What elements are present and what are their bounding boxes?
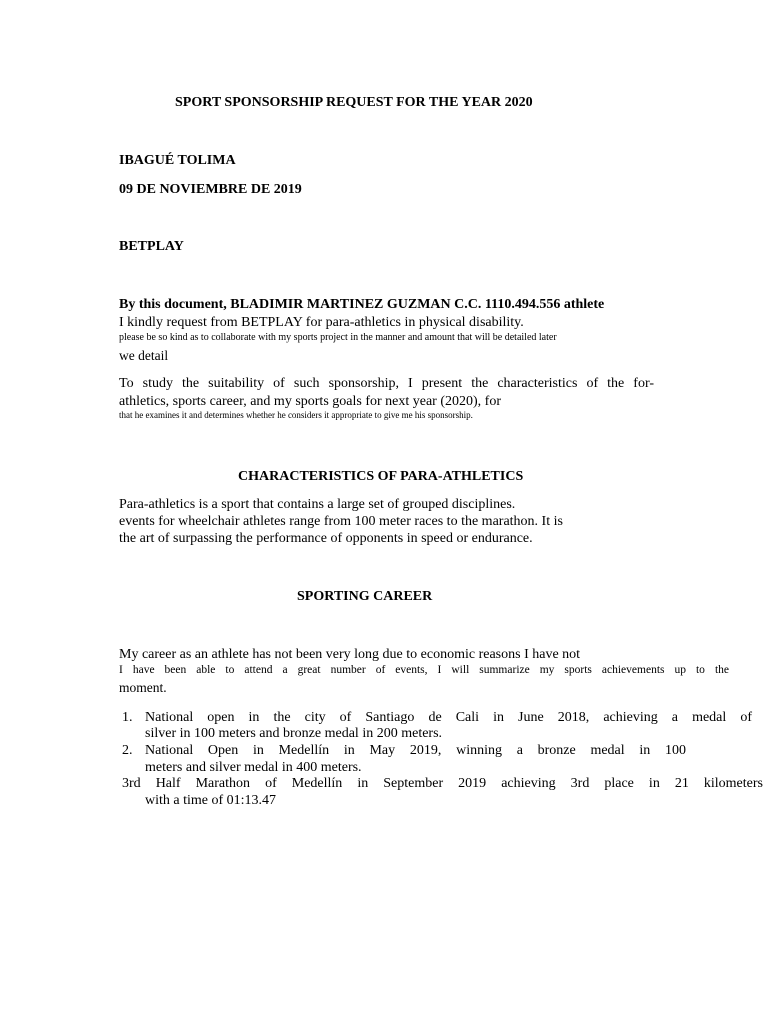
list-item-number: 2.: [122, 743, 133, 758]
list-item-line-1: National Open in Medellín in May 2019, winning a bronze medal in 100: [145, 743, 686, 758]
list-item-line-2: meters and silver medal in 400 meters.: [145, 760, 362, 775]
list-item-line-2: with a time of 01:13.47: [145, 793, 277, 808]
career-heading: SPORTING CAREER: [297, 589, 433, 604]
list-item-number: 1.: [122, 710, 133, 725]
characteristics-line-2: events for wheelchair athletes range from 100 meter races to the marathon. It is: [119, 514, 563, 529]
characteristics-line-1: Para-athletics is a sport that contains a large set of grouped disciplines.: [119, 497, 516, 512]
suitability-line-1: To study the suitability of such sponsorship, I present the characteristics of the for-: [119, 376, 654, 391]
intro-line-3: please be so kind as to collaborate with my sports project in the manner and amount that will be detailed later: [119, 332, 557, 343]
recipient-line: BETPLAY: [119, 239, 184, 254]
career-line-3: moment.: [119, 680, 167, 695]
suitability-line-2: athletics, sports career, and my sports goals for next year (2020), for: [119, 394, 501, 409]
career-line-2: I have been able to attend a great number of events, I will summarize my sports achievements up to the: [119, 664, 729, 676]
intro-line-2: I kindly request from BETPLAY for para-athletics in physical disability.: [119, 315, 524, 330]
location-line: IBAGUÉ TOLIMA: [119, 153, 236, 168]
characteristics-line-3: the art of surpassing the performance of opponents in speed or endurance.: [119, 531, 533, 546]
date-line: 09 DE NOVIEMBRE DE 2019: [119, 182, 302, 197]
list-item-line-2: silver in 100 meters and bronze medal in 200 meters.: [145, 726, 443, 741]
characteristics-heading: CHARACTERISTICS OF PARA-ATHLETICS: [238, 469, 524, 484]
intro-line-4: we detail: [119, 348, 169, 363]
list-item-line-1: 3rd Half Marathon of Medellín in September 2019 achieving 3rd place in 21 kilometers: [122, 776, 763, 791]
career-line-1: My career as an athlete has not been very long due to economic reasons I have not: [119, 647, 581, 662]
document-title: SPORT SPONSORSHIP REQUEST FOR THE YEAR 2020: [175, 95, 533, 110]
suitability-line-3: that he examines it and determines whether he considers it appropriate to give me his sponsorship.: [119, 410, 473, 420]
list-item-line-1: National open in the city of Santiago de Cali in June 2018, achieving a medal of: [145, 710, 752, 725]
intro-bold-line: By this document, BLADIMIR MARTINEZ GUZMAN C.C. 1110.494.556 athlete: [119, 297, 605, 312]
